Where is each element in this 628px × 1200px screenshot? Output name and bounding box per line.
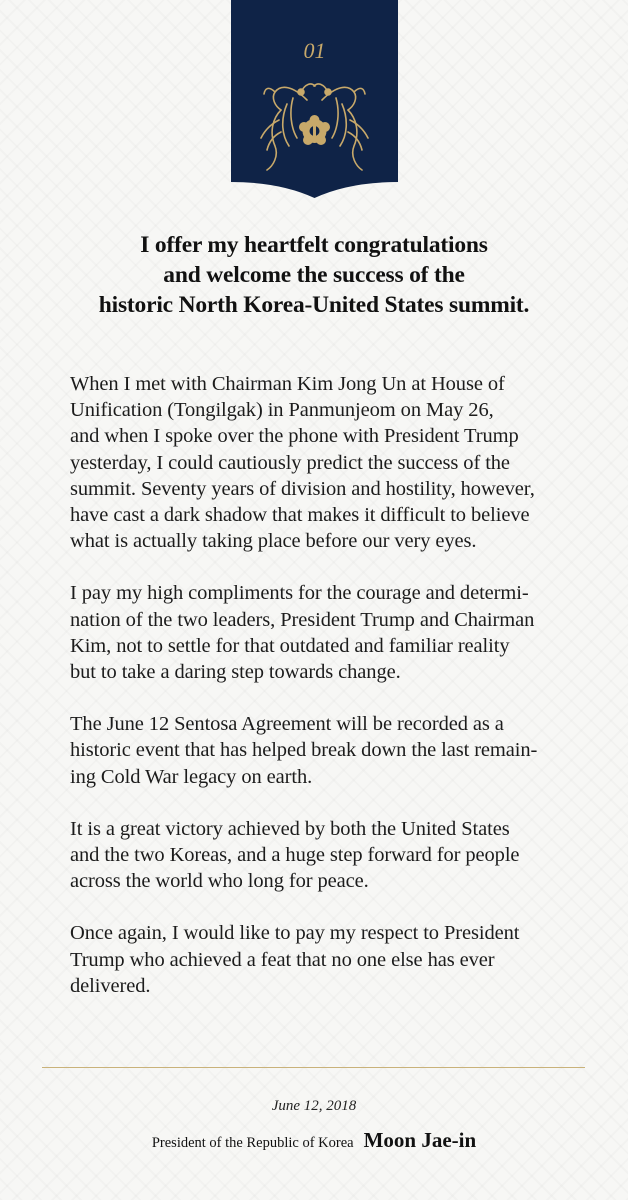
- headline-line: historic North Korea-United States summit.: [98, 292, 530, 318]
- headline-line: I offer my heartfelt congratulations: [140, 232, 488, 258]
- statement-date: June 12, 2018: [271, 1098, 357, 1114]
- body-line: Unification (Tongilgak) in Panmunjeom on May 26,: [70, 399, 494, 422]
- emblem-number: 01: [303, 38, 326, 63]
- paragraph: [70, 371, 590, 554]
- paragraph: [70, 580, 590, 685]
- signatory-title: President of the Republic of Korea: [151, 1135, 354, 1151]
- body-line: Kim, not to settle for that outdated and familiar reality: [70, 634, 510, 657]
- body-line: When I met with Chairman Kim Jong Un at House of: [70, 373, 505, 395]
- statement-headline: [40, 230, 588, 320]
- body-line: historic event that has helped break down the last remain-: [70, 739, 538, 762]
- body-line: across the world who long for peace.: [70, 870, 369, 893]
- body-line: ing Cold War legacy on earth.: [70, 765, 313, 788]
- body-line: Trump who achieved a feat that no one else has ever: [70, 948, 495, 971]
- body-line: and when I spoke over the phone with President Trump: [70, 425, 519, 448]
- signature-block: [0, 1128, 628, 1153]
- body-line: nation of the two leaders, President Trump and Chairman: [70, 608, 535, 631]
- body-line: what is actually taking place before our very eyes.: [70, 530, 477, 553]
- footer-divider: [42, 1067, 585, 1068]
- body-line: The June 12 Sentosa Agreement will be recorded as a: [70, 713, 504, 736]
- body-line: It is a great victory achieved by both the United States: [70, 817, 510, 840]
- body-line: Once again, I would like to pay my respect to President: [70, 922, 520, 945]
- headline-line: and welcome the success of the: [163, 262, 465, 288]
- presidential-emblem-ribbon: [231, 0, 398, 198]
- statement-body: [70, 371, 590, 1025]
- body-line: I pay my high compliments for the courage and determi-: [70, 582, 529, 605]
- paragraph: [70, 920, 590, 999]
- body-line: have cast a dark shadow that makes it difficult to believe: [70, 504, 530, 527]
- signatory-name: Moon Jae-in: [363, 1128, 477, 1152]
- body-line: summit. Seventy years of division and hostility, however,: [70, 477, 535, 500]
- paragraph: [70, 816, 590, 895]
- body-line: but to take a daring step towards change.: [70, 661, 401, 684]
- body-line: yesterday, I could cautiously predict the success of the: [70, 451, 510, 474]
- body-line: delivered.: [70, 974, 151, 997]
- body-line: and the two Koreas, and a huge step forward for people: [70, 844, 520, 867]
- paragraph: [70, 711, 590, 790]
